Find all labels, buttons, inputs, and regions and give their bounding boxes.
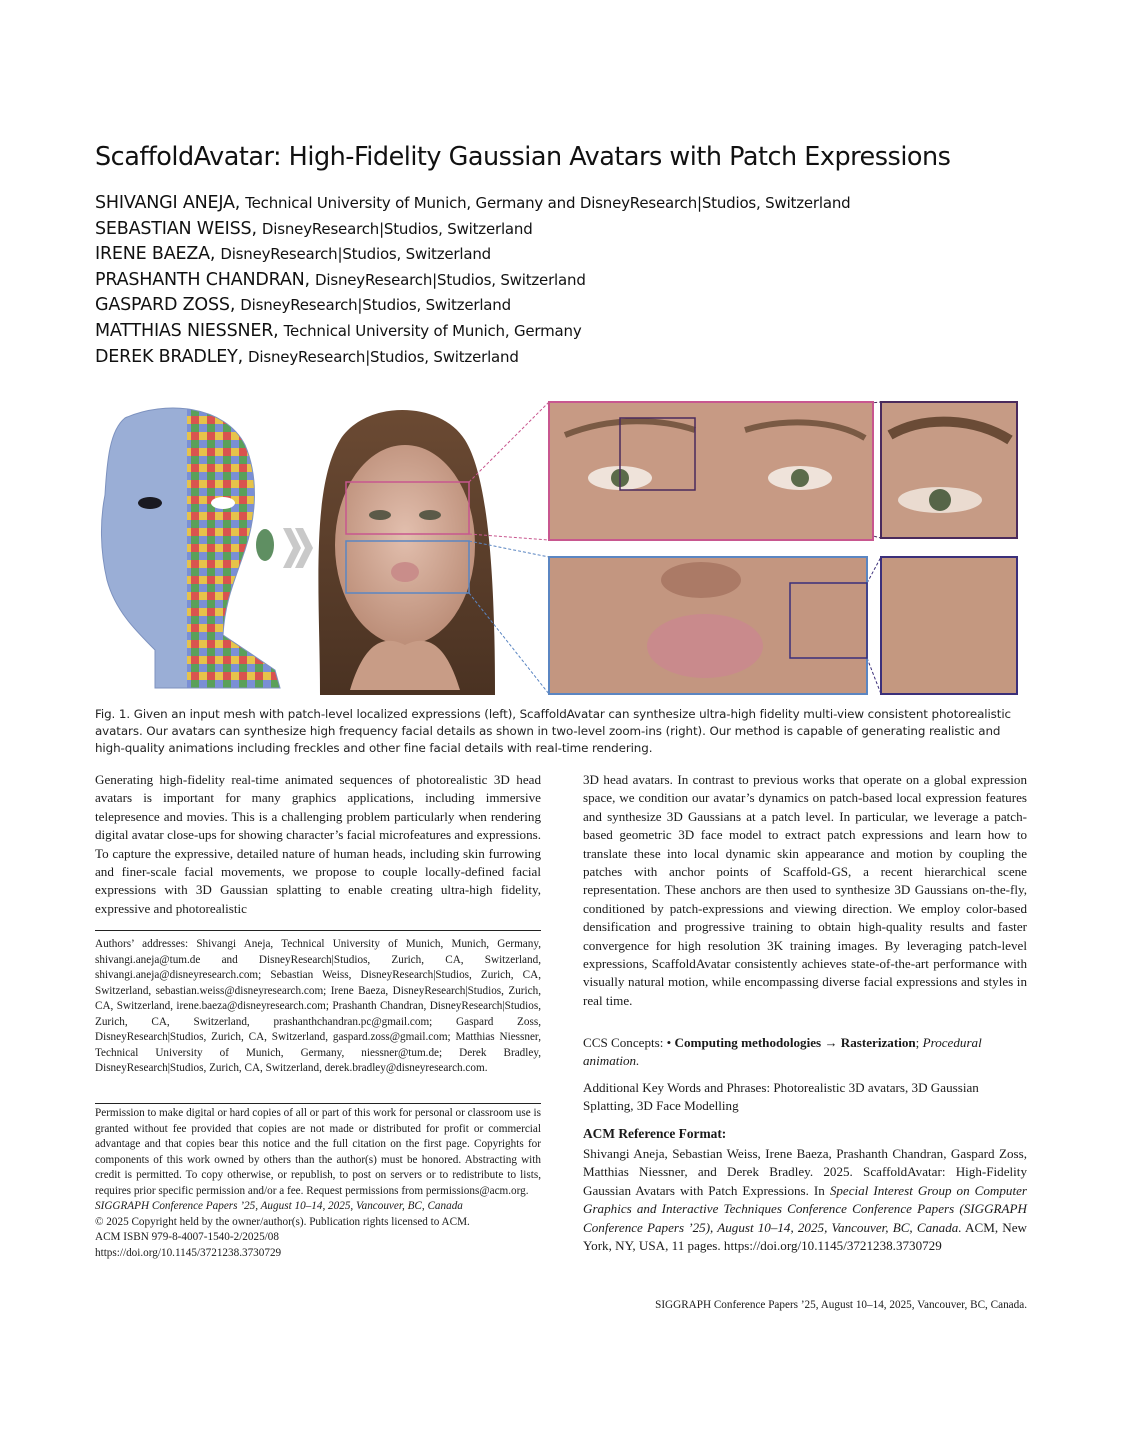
acm-reference-venue: Special Interest Group on Computer Graphics and Interactive Techniques Conference Conference Papers (SIGGRAPH Conference Papers ’25), August 10–14, 2025, Vancouver, BC, Canada. <box>583 1182 1027 1235</box>
author-entry <box>95 292 1055 318</box>
mouth-zoom-level1 <box>549 557 867 694</box>
author-name: PRASHANTH CHANDRAN, <box>95 269 310 290</box>
chevron-arrows-icon <box>283 528 313 568</box>
permission-divider <box>95 1103 541 1104</box>
ccs-separator: ; <box>915 1035 920 1050</box>
cheek-zoom-level2 <box>881 557 1017 694</box>
author-affiliation: Technical University of Munich, Germany <box>283 321 582 340</box>
author-affiliation: DisneyResearch|Studios, Switzerland <box>220 245 491 264</box>
author-affiliation: DisneyResearch|Studios, Switzerland <box>240 296 511 315</box>
avatar-portrait <box>318 410 495 695</box>
author-name: DEREK BRADLEY, <box>95 346 243 367</box>
author-name: SHIVANGI ANEJA, <box>95 193 241 213</box>
footnote-divider <box>95 930 541 931</box>
author-affiliation: DisneyResearch|Studios, Switzerland <box>248 347 519 366</box>
teaser-figure <box>95 400 1025 696</box>
author-entry <box>95 216 1055 242</box>
figure-caption: Fig. 1. Given an input mesh with patch-level localized expressions (left), ScaffoldAvatar can synthesize ultra-high fidelity multi-view consistent photorealistic avatars. Our avatars can synthesize high frequency facial details as shown in two-level zoom-ins (right). Our method is capable of generating realistic and high-quality animations including freckles and other fine facial details with real-time rendering. <box>95 707 1011 755</box>
paper-title: ScaffoldAvatar: High-Fidelity Gaussian Avatars with Patch Expressions <box>95 142 951 172</box>
acm-reference <box>583 1145 1027 1255</box>
acm-reference-heading: ACM Reference Format: <box>583 1126 727 1141</box>
page-footer: SIGGRAPH Conference Papers ’25, August 10–14, 2025, Vancouver, BC, Canada. <box>655 1299 1027 1311</box>
author-entry <box>95 318 1055 344</box>
author-list <box>95 190 1055 369</box>
permission-text: Permission to make digital or hard copies of all or part of this work for personal or classroom use is granted without fee provided that copies are not made or distributed for profit or commercial advantage and that copies bear this notice and the full citation on the first page. Copyrights for components of this work owned by others than the author(s) must be honored. Abstracting with credit is permitted. To copy otherwise, or republish, to post on servers or to redistribute to lists, requires prior specific permission and/or a fee. Request permissions from permissions@acm.org. <box>95 1107 541 1197</box>
ccs-secondary: Procedural animation. <box>583 1035 982 1069</box>
acm-reference-suffix: ACM, New York, NY, USA, 11 pages. https://doi.org/10.1145/3721238.3730729 <box>583 1219 1027 1254</box>
abstract-right-column: 3D head avatars. In contrast to previous works that operate on a global expression space, we condition our avatar’s dynamics on patch-based local expression features and synthesize 3D Gaussians at a patch level. In particular, we leverage a patch-based geometric 3D face model to extract patch expressions and learn how to translate these into local dynamic skin appearance and motion by coupling the patches with anchor points of Scaffold-GS, a recent hierarchical scene representation. These anchors are then used to synthesize 3D Gaussians on-the-fly, conditioned by patch-expressions and viewing direction. We employ color-based densification and progressive training to obtain high-quality results and faster convergence for high resolution 3K training images. By leveraging patch-level expressions, ScaffoldAvatar consistently achieves state-of-the-art performance with visually natural motion, while encompassing diverse facial expressions and styles in real time. <box>583 772 1027 1008</box>
abstract-left-column: Generating high-fidelity real-time animated sequences of photorealistic 3D head avatars is important for many graphics applications, including immersive telepresence and movies. This is a challenging problem particularly when rendering digital avatar close-ups for showing character’s facial microfeatures and expressions. To capture the expressive, detailed nature of human heads, including skin furrowing and finer-scale facial movements, we propose to couple locally-defined facial expressions with 3D Gaussian splatting to enable creating ultra-high fidelity, expressive and photorealistic <box>95 772 541 916</box>
author-entry <box>95 190 1055 216</box>
ccs-concepts <box>583 1034 1027 1071</box>
author-entry <box>95 344 1055 370</box>
copyright-line: © 2025 Copyright held by the owner/author(s). Publication rights licensed to ACM. <box>95 1215 470 1228</box>
keywords: Additional Key Words and Phrases: Photorealistic 3D avatars, 3D Gaussian Splatting, 3D Face Modelling <box>583 1080 979 1114</box>
author-name: MATTHIAS NIESSNER, <box>95 320 279 341</box>
ccs-label: CCS Concepts: • <box>583 1035 672 1050</box>
author-entry <box>95 267 1055 293</box>
eyes-zoom-level1 <box>549 402 873 540</box>
doi-link[interactable]: https://doi.org/10.1145/3721238.3730729 <box>95 1246 282 1259</box>
venue-line: SIGGRAPH Conference Papers ’25, August 10–14, 2025, Vancouver, BC, Canada <box>95 1200 463 1212</box>
author-name: GASPARD ZOSS, <box>95 295 236 316</box>
eye-zoom-level2 <box>881 402 1017 538</box>
isbn-line: ACM ISBN 979-8-4007-1540-2/2025/08 <box>95 1231 279 1243</box>
author-affiliation: DisneyResearch|Studios, Switzerland <box>315 270 586 289</box>
author-affiliation: DisneyResearch|Studios, Switzerland <box>261 219 533 238</box>
author-name: SEBASTIAN WEISS, <box>95 218 257 239</box>
permission-block <box>95 1106 541 1261</box>
acm-reference-authors: Shivangi Aneja, Sebastian Weiss, Irene Baeza, Prashanth Chandran, Gaspard Zoss, Matthias Niessner, and Derek Bradley. 2025. ScaffoldAvatar: High-Fidelity Gaussian Avatars with Patch Expressions. In <box>583 1146 1027 1198</box>
author-addresses: Authors’ addresses: Shivangi Aneja, Technical University of Munich, Munich, Germany, shivangi.aneja@tum.de and DisneyResearch|Studios, Zurich, CA, Switzerland, shivangi.aneja@disneyresearch.com; Sebastian Weiss, DisneyResearch|Studios, Zurich, CA, Switzerland, sebastian.weiss@disneyresearch.com; Irene Baeza, DisneyResearch|Studios, Zurich, CA, Switzerland, irene.baeza@disneyresearch.com; Prashanth Chandran, DisneyResearch|Studios, Zurich, CA, Switzerland, prashanthchandran.pc@gmail.com; Gaspard Zoss, DisneyResearch|Studios, Zurich, CA, Switzerland, gaspard.zoss@gmail.com; Matthias Niessner, Technical University of Munich, Germany, niessner@tum.de; Derek Bradley, DisneyResearch|Studios, Zurich, CA, Switzerland, derek.bradley@disneyresearch.com. <box>95 938 541 1074</box>
ccs-primary: Computing methodologies → Rasterization <box>674 1035 916 1050</box>
author-entry <box>95 241 1055 267</box>
author-affiliation: Technical University of Munich, Germany and DisneyResearch|Studios, Switzerland <box>245 194 851 212</box>
input-mesh-head <box>101 408 280 688</box>
author-name: IRENE BAEZA, <box>95 244 216 265</box>
